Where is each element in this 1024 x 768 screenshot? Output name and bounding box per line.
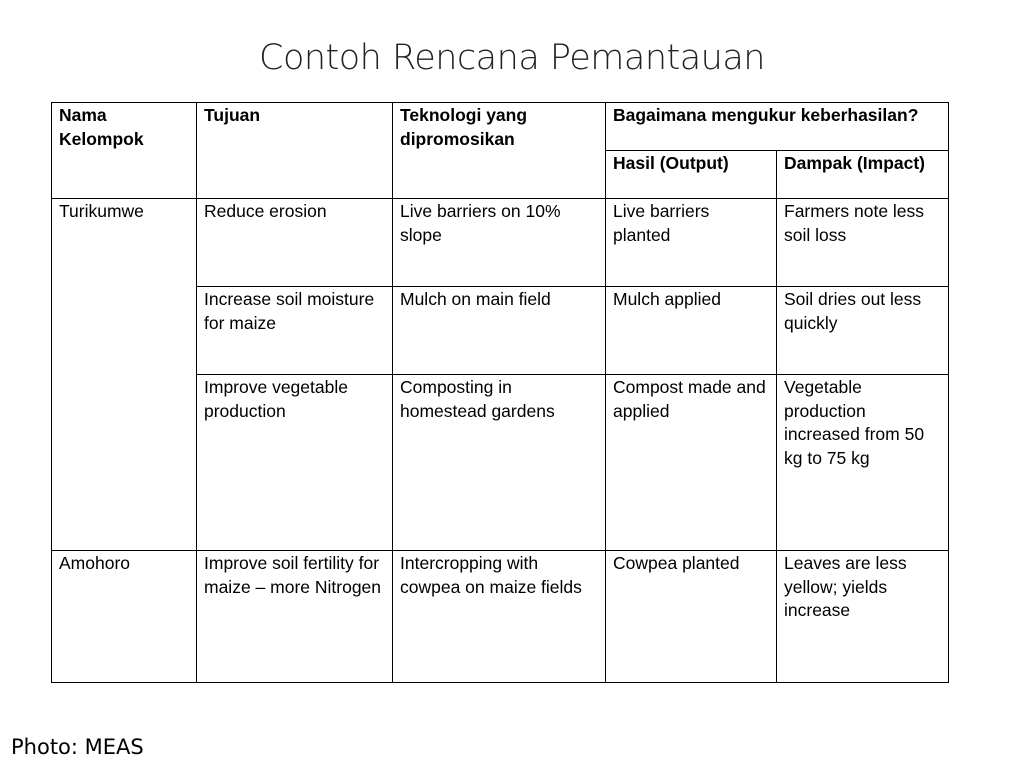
table-row (52, 199, 949, 287)
photo-credit: Photo: MEAS (11, 735, 144, 759)
objective-cell: Reduce erosion (197, 199, 393, 287)
header-measure-success: Bagaimana mengukur keberhasilan? (606, 103, 949, 151)
impact-cell: Vegetable production increased from 50 kg to 75 kg (777, 375, 949, 551)
group-name-cell: Turikumwe (52, 199, 197, 551)
output-cell: Compost made and applied (606, 375, 777, 551)
output-cell: Cowpea planted (606, 551, 777, 683)
header-group-name: Nama Kelompok (52, 103, 197, 199)
objective-cell: Improve soil fertility for maize – more Nitrogen (197, 551, 393, 683)
impact-cell: Leaves are less yellow; yields increase (777, 551, 949, 683)
header-technology: Teknologi yang dipromosikan (393, 103, 606, 199)
impact-cell: Soil dries out less quickly (777, 287, 949, 375)
page-title: Contoh Rencana Pemantauan (259, 38, 765, 78)
impact-cell: Farmers note less soil loss (777, 199, 949, 287)
objective-cell: Improve vegetable production (197, 375, 393, 551)
objective-cell: Increase soil moisture for maize (197, 287, 393, 375)
output-cell: Mulch applied (606, 287, 777, 375)
technology-cell: Mulch on main field (393, 287, 606, 375)
table-row (52, 551, 949, 683)
header-objective: Tujuan (197, 103, 393, 199)
group-name-cell: Amohoro (52, 551, 197, 683)
header-impact: Dampak (Impact) (777, 151, 949, 199)
header-output: Hasil (Output) (606, 151, 777, 199)
monitoring-plan-table (51, 102, 949, 683)
technology-cell: Live barriers on 10% slope (393, 199, 606, 287)
technology-cell: Intercropping with cowpea on maize fields (393, 551, 606, 683)
technology-cell: Composting in homestead gardens (393, 375, 606, 551)
table-header-row (52, 103, 949, 151)
output-cell: Live barriers planted (606, 199, 777, 287)
